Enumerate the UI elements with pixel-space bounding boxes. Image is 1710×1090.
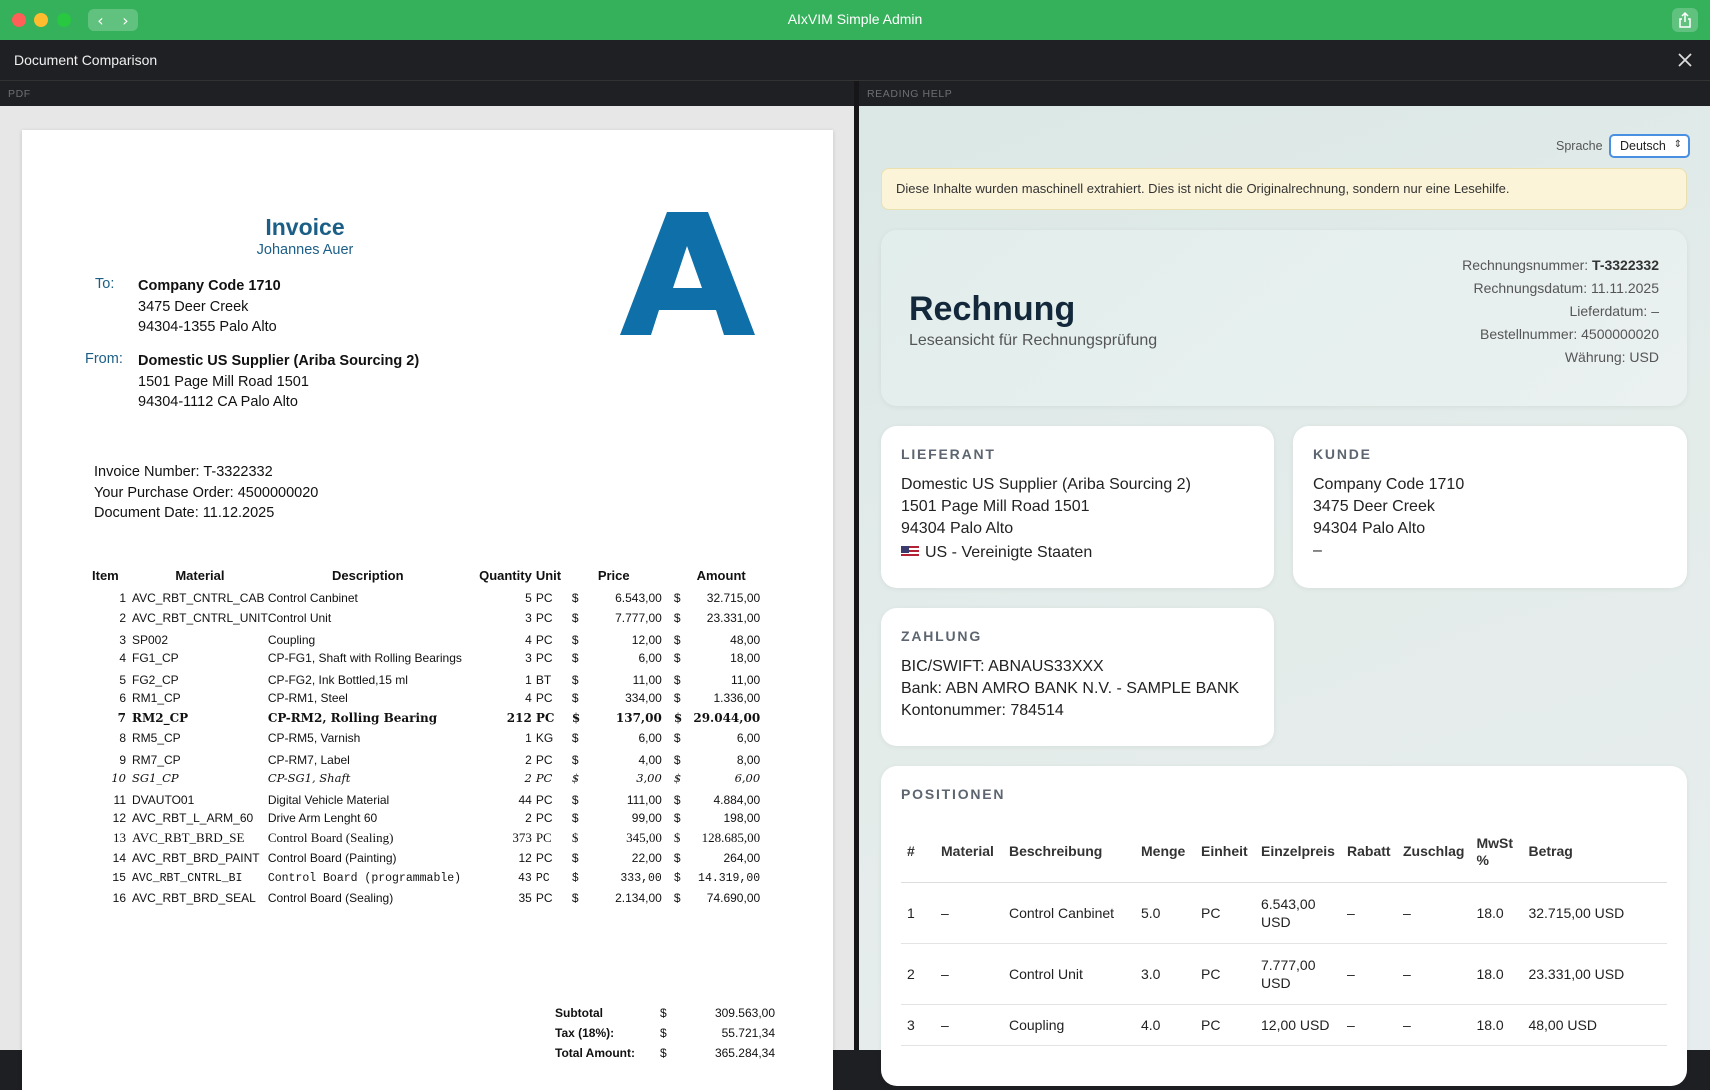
cell-unit: PC [535,771,553,785]
cell-unit: PC [535,811,553,825]
table-row [92,608,760,628]
cell-item: 13 [113,830,126,845]
tax-row: Tax (18%): $ 55.721,34 [555,1026,775,1040]
cell-amount: 264,00 [723,851,761,865]
cell-cur: $ [571,871,579,885]
document-date: Document Date: 11.12.2025 [94,505,275,521]
position-cell: – [1397,882,1470,943]
total-row: Total Amount: $ 365.284,34 [555,1046,775,1060]
cell-item: 5 [119,673,126,687]
table-row[interactable] [901,1004,1667,1045]
tax-value: 55.721,34 [721,1026,775,1040]
customer-details: Company Code 1710 3475 Deer Creek 94304 Palo Alto – [1313,476,1465,559]
cell-material: AVC_RBT_CNTRL_UNIT [132,611,268,625]
sender-city: 94304-1112 CA Palo Alto [138,394,298,410]
table-row [92,688,760,708]
reading-help-pane-label: READING HELP [859,81,1710,106]
cell-material: AVC_RBT_BRD_PAINT [132,851,260,865]
position-cell: 32.715,00 USD [1522,882,1667,943]
cell-item: 7 [117,711,126,725]
cell-material: FG1_CP [132,651,179,665]
sender-address [138,351,419,413]
cell-price: 334,00 [625,691,662,705]
table-row [92,828,760,848]
language-value: Deutsch [1620,139,1666,153]
positions-card [881,766,1687,1086]
payment-card [881,608,1274,746]
position-cell: Control Canbinet [1003,882,1135,943]
cell-amount: 74.690,00 [706,891,761,905]
cell-item: 15 [112,871,126,885]
position-cell: 2 [901,943,935,1004]
cell-price: 7.777,00 [615,611,662,625]
supplier-heading: LIEFERANT [901,446,996,462]
invoice-summary-card [881,230,1687,406]
position-cell: – [1341,1004,1397,1045]
cell-unit: PC [535,793,553,807]
cell-qty: 43 [518,871,532,885]
extraction-notice: Diese Inhalte wurden maschinell extrahiert. Dies ist nicht die Originalrechnung, sondern nur eine Lesehilfe. [881,168,1687,210]
supplier-country: US - Vereinigte Staaten [901,542,1191,564]
cell-item: 9 [119,753,126,767]
cell-qty: 3 [525,651,532,665]
cell-amount: 18,00 [730,651,761,665]
cell-item: 14 [112,851,126,865]
table-row [92,888,760,908]
cell-price: 111,00 [626,793,662,807]
position-cell: 18.0 [1470,943,1522,1004]
position-cell: 7.777,00 USD [1255,943,1341,1004]
payment-heading: ZAHLUNG [901,628,983,644]
table-row [92,648,760,668]
cell-material: RM7_CP [132,753,181,767]
cell-item: 10 [111,771,126,785]
back-chevron-icon[interactable]: ‹ [97,10,104,30]
position-cell: 1 [901,882,935,943]
cell-price: 6,00 [638,651,662,665]
col-item: Item [92,568,119,583]
cell-amount: 6,00 [734,771,761,785]
cell-cur: $ [673,611,681,625]
summary-invoice-number: Rechnungsnummer: T-3322332 [1462,257,1659,273]
table-row [92,668,760,688]
cell-amount: 128.685,00 [701,830,761,845]
cell-cur: $ [571,691,579,705]
cell-cur: $ [571,793,579,807]
cell-qty: 3 [525,611,532,625]
cell-material: AVC_RBT_CNTRL_BI [132,871,243,885]
cell-cur: $ [571,611,579,625]
cell-material: RM1_CP [132,691,181,705]
cell-cur: $ [673,891,681,905]
cell-item: 12 [112,811,126,825]
cell-qty: 44 [518,793,532,807]
cell-description: CP-FG2, Ink Bottled,15 ml [267,673,408,687]
cell-cur: $ [571,591,579,605]
cell-amount: 198,00 [723,811,761,825]
col-description: Description [332,568,404,583]
cell-qty: 2 [525,811,532,825]
window-titlebar [0,0,1710,40]
cell-cur: $ [571,711,581,725]
summary-currency: Währung: USD [1564,349,1659,365]
positions-table [901,822,1667,1046]
cell-amount: 8,00 [736,753,761,767]
cell-price: 6,00 [638,731,662,745]
cell-unit: PC [535,711,555,725]
cell-cur: $ [673,711,683,725]
supplier-details: Domestic US Supplier (Ariba Sourcing 2) 1501 Page Mill Road 1501 94304 Palo Alto US - Vereinigte Staaten [901,474,1191,564]
from-label: From: [85,351,123,367]
cell-unit: PC [535,891,553,905]
customer-card [1293,426,1687,588]
position-cell: 4.0 [1135,1004,1195,1045]
position-cell: PC [1195,1004,1255,1045]
cell-cur: $ [571,851,579,865]
pdf-page [22,130,833,1090]
cell-description: Control Unit [267,611,332,625]
position-cell: Coupling [1003,1004,1135,1045]
cell-amount: 14.319,00 [698,871,761,885]
cell-item: 3 [119,633,126,647]
cell-unit: BT [535,673,552,687]
cell-description: Control Board (Painting) [267,851,397,865]
reading-help-panel[interactable] [859,106,1710,1050]
cell-amount: 4.884,00 [713,793,761,807]
cell-item: 4 [119,651,126,665]
cell-material: FG2_CP [132,673,179,687]
app-title: AIxVIM Simple Admin [787,11,923,27]
position-cell: 5.0 [1135,882,1195,943]
cell-unit: KG [535,731,554,745]
cell-description: Control Board (Sealing) [267,830,394,845]
cell-amount: 32.715,00 [706,591,761,605]
cell-description: Control Board (programmable) [267,871,462,885]
cell-cur: $ [673,871,681,885]
cell-cur: $ [673,771,682,785]
cell-price: 11,00 [632,673,662,687]
cell-item: 16 [112,891,126,905]
position-cell: PC [1195,943,1255,1004]
cell-qty: 5 [525,591,532,605]
cell-description: CP-SG1, Shaft [267,771,351,785]
position-cell: 18.0 [1470,1004,1522,1045]
table-row [92,588,760,608]
cell-price: 22,00 [631,851,662,865]
company-logo [620,210,755,335]
position-cell: – [1341,882,1397,943]
cell-description: CP-RM2, Rolling Bearing [267,711,438,725]
cell-cur: $ [673,673,681,687]
positions-header-row: # Material Beschreibung Menge Einheit Einzelpreis Rabatt Zuschlag MwSt % Betrag [901,822,1667,882]
cell-cur: $ [571,731,579,745]
share-icon[interactable] [1672,8,1698,32]
subtotal-row: Subtotal $ 309.563,00 [555,1006,775,1020]
total-value: 365.284,34 [714,1046,775,1060]
cell-material: AVC_RBT_L_ARM_60 [132,811,254,825]
table-header-row [92,568,760,588]
position-cell: – [1397,1004,1470,1045]
summary-delivery-date: Lieferdatum: – [1569,303,1659,319]
cell-cur: $ [673,851,681,865]
table-row [92,868,760,888]
invoice-subtitle: Johannes Auer [256,242,354,258]
cell-cur: $ [673,753,681,767]
cell-description: Coupling [267,633,316,647]
cell-unit: PC [535,753,553,767]
position-cell: 6.543,00 USD [1255,882,1341,943]
cell-amount: 29.044,00 [693,711,761,725]
cell-qty: 35 [518,891,532,905]
position-cell: – [1397,943,1470,1004]
cell-cur: $ [673,830,681,845]
cell-unit: PC [535,651,553,665]
cell-price: 6.543,00 [615,591,662,605]
cell-cur: $ [673,793,681,807]
cell-qty: 212 [506,711,532,725]
summary-meta [1462,254,1659,369]
sender-street: 1501 Page Mill Road 1501 [138,373,309,390]
pdf-viewer[interactable] [0,106,854,1060]
cell-amount: 11,00 [731,673,761,687]
summary-title: Rechnung [909,290,1076,328]
summary-order-number: Bestellnummer: 4500000020 [1479,326,1659,342]
comparison-header [0,40,1710,81]
cell-material: AVC_RBT_BRD_SEAL [132,891,256,905]
position-cell: 12,00 USD [1255,1004,1341,1045]
cell-description: Control Board (Sealing) [267,891,394,905]
table-row [92,728,760,748]
cell-cur: $ [571,753,579,767]
table-row[interactable] [901,882,1667,943]
position-cell: – [1341,943,1397,1004]
cell-price: 2.134,00 [615,891,662,905]
cell-cur: $ [571,830,579,845]
cell-qty: 4 [525,691,532,705]
invoice-meta [94,462,318,524]
cell-qty: 12 [518,851,532,865]
table-row [92,808,760,828]
cell-description: CP-RM5, Varnish [267,731,361,745]
cell-material: DVAUTO01 [132,793,195,807]
cell-cur: $ [673,591,681,605]
pdf-pane-label: PDF [0,81,854,106]
recipient-city: 94304-1355 Palo Alto [138,319,277,335]
cell-unit: PC [535,691,553,705]
pdf-line-items-table [92,568,760,908]
payment-details: BIC/SWIFT: ABNAUS33XXX Bank: ABN AMRO BANK N.V. - SAMPLE BANK Kontonummer: 784514 [901,658,1240,719]
close-icon[interactable] [1674,49,1696,71]
supplier-card [881,426,1274,588]
cell-qty: 2 [524,771,532,785]
cell-price: 333,00 [620,871,662,885]
cell-cur: $ [571,771,580,785]
cell-price: 99,00 [631,811,662,825]
cell-item: 2 [119,611,126,625]
cell-qty: 1 [525,673,532,687]
cell-amount: 6,00 [736,731,761,745]
table-row[interactable] [901,943,1667,1004]
cell-cur: $ [571,891,579,905]
cell-price: 4,00 [638,753,662,767]
cell-item: 1 [119,591,126,605]
cell-material: RM5_CP [132,731,181,745]
forward-chevron-icon[interactable]: › [122,10,129,30]
cell-item: 11 [113,793,126,807]
cell-qty: 2 [525,753,532,767]
position-cell: – [935,943,1003,1004]
positions-heading: POSITIONEN [901,786,1006,802]
updown-chevron-icon: ⇕ [1673,139,1682,150]
customer-heading: KUNDE [1313,446,1372,462]
sender-name: Domestic US Supplier (Ariba Sourcing 2) [138,353,420,369]
table-row [92,708,760,728]
recipient-street: 3475 Deer Creek [138,298,249,315]
table-row [92,628,760,648]
cell-amount: 23.331,00 [706,611,761,625]
to-label: To: [95,276,115,292]
position-cell: – [935,882,1003,943]
col-amount: Amount [696,568,746,583]
cell-material: SG1_CP [132,771,179,785]
cell-unit: PC [535,871,550,885]
cell-cur: $ [673,731,681,745]
summary-invoice-date: Rechnungsdatum: 11.11.2025 [1473,280,1659,296]
cell-material: SP002 [132,633,169,647]
cell-cur: $ [571,651,579,665]
cell-unit: PC [535,830,552,845]
cell-price: 137,00 [615,711,662,725]
cell-description: Digital Vehicle Material [267,793,390,807]
cell-cur: $ [673,691,681,705]
col-material: Material [175,568,225,583]
cell-item: 6 [119,691,126,705]
cell-material: AVC_RBT_CNTRL_CAB [132,591,265,605]
cell-cur: $ [571,673,579,687]
col-price: Price [597,568,630,583]
cell-item: 8 [119,731,126,745]
cell-qty: 373 [512,830,532,845]
position-cell: PC [1195,882,1255,943]
table-row [92,788,760,808]
cell-cur: $ [571,633,579,647]
cell-cur: $ [571,811,579,825]
cell-cur: $ [673,811,681,825]
recipient-address [138,276,281,338]
cell-amount: 48,00 [730,633,761,647]
cell-description: Drive Arm Lenght 60 [267,811,378,825]
table-row [92,848,760,868]
cell-qty: 4 [525,633,532,647]
cell-unit: PC [535,633,553,647]
position-cell: 48,00 USD [1522,1004,1667,1045]
position-cell: 18.0 [1470,882,1522,943]
col-unit: Unit [535,568,562,583]
us-flag-icon [901,546,919,558]
language-label: Sprache [1556,139,1603,153]
cell-material: RM2_CP [132,711,189,725]
table-row [92,748,760,768]
cell-description: CP-FG1, Shaft with Rolling Bearings [267,651,462,665]
invoice-totals [555,1006,775,1066]
summary-subtitle: Leseansicht für Rechnungsprüfung [909,332,1158,349]
invoice-title: Invoice [265,214,345,240]
position-cell: – [935,1004,1003,1045]
cell-description: Control Canbinet [267,591,358,605]
cell-material: AVC_RBT_BRD_SE [132,830,245,845]
cell-price: 345,00 [626,830,662,845]
cell-cur: $ [673,651,681,665]
cell-description: CP-RM7, Label [267,753,350,767]
cell-price: 12,00 [631,633,662,647]
position-cell: 3 [901,1004,935,1045]
cell-unit: PC [535,851,553,865]
col-quantity: Quantity [479,568,532,583]
header-title: Document Comparison [14,52,158,68]
purchase-order: Your Purchase Order: 4500000020 [94,484,319,501]
cell-cur: $ [673,633,681,647]
cell-amount: 1.336,00 [713,691,761,705]
recipient-name: Company Code 1710 [138,278,281,294]
position-cell: 3.0 [1135,943,1195,1004]
cell-unit: PC [535,611,553,625]
cell-qty: 1 [525,731,532,745]
position-cell: Control Unit [1003,943,1135,1004]
subtotal-value: 309.563,00 [714,1006,775,1020]
language-select[interactable] [1609,134,1690,158]
cell-price: 3,00 [636,771,662,785]
table-row [92,768,760,788]
cell-description: CP-RM1, Steel [267,691,348,705]
position-cell: 23.331,00 USD [1522,943,1667,1004]
cell-unit: PC [535,591,553,605]
invoice-number: Invoice Number: T-3322332 [94,464,273,480]
